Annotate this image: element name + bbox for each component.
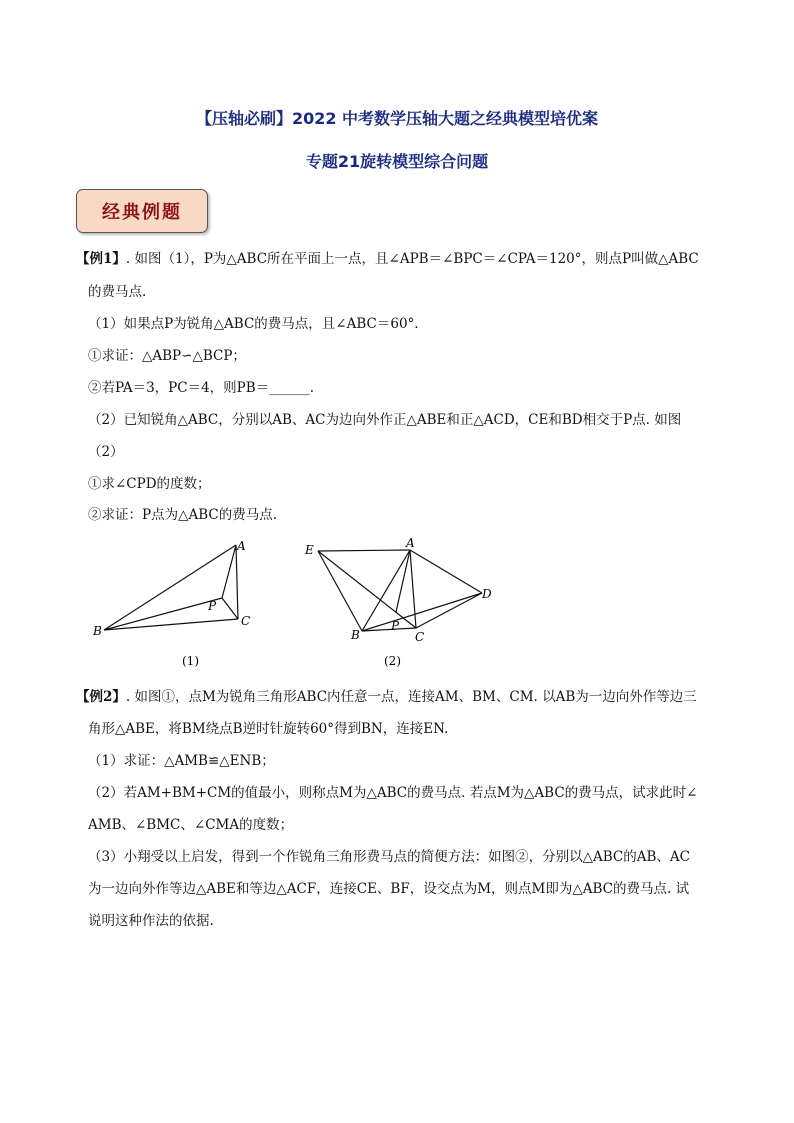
fig2-label-A: A (406, 536, 415, 550)
document-title: 【压轴必刷】2022 中考数学压轴大题之经典模型培优案 (195, 109, 599, 128)
fig1-caption: (1) (182, 654, 199, 668)
example1-line-3: （1）如果点P为锐角△ABC的费马点，且∠ABC＝60°. (88, 316, 419, 332)
fig2-edge-AC (410, 550, 416, 628)
section-badge: 经典例题 (76, 189, 208, 233)
example2-text-1: . 如图①，点M为锐角三角形ABC内任意一点，连接AM、BM、CM. 以AB为一边向外作等边三 (125, 689, 697, 705)
fig1-label-P: P (208, 599, 217, 613)
example1-line-9: ②求证：P点为△ABC的费马点. (88, 507, 278, 523)
fig2-edge-EA (318, 550, 410, 551)
fig1-label-B: B (93, 624, 102, 638)
example1-line-8: ①求∠CPD的度数； (88, 476, 211, 492)
example2-line-8: 说明这种作法的依据. (88, 913, 214, 929)
example2-line-2: 角形△ABE，将BM绕点B逆时针旋转60°得到BN，连接EN. (88, 721, 449, 737)
fig2-label-D: D (482, 587, 492, 601)
example2-line-3: （1）求证：△AMB≌△ENB； (88, 753, 275, 769)
fig2-label-E: E (305, 543, 314, 557)
example1-line-4: ①求证：△ABP∽△BCP； (88, 348, 246, 364)
fig2-edge-PA (396, 550, 410, 612)
example2-line-7: 为一边向外作等边△ABE和等边△ACF，连接CE、BF，设交点为M，则点M即为△ABC的费马点. 试 (88, 881, 690, 897)
fig1-label-C: C (241, 614, 251, 628)
example2-label: 【例2】 (76, 689, 126, 705)
fig2-caption: (2) (384, 654, 401, 668)
fig2-label-B: B (351, 628, 360, 642)
fig2-edge-EB (318, 551, 362, 631)
example1-line-6: （2）已知锐角△ABC，分别以AB、AC为边向外作正△ABE和正△ACD，CE和BD相交于P点. 如图 (88, 412, 682, 428)
fig1-edge-AB (104, 545, 236, 630)
document-subtitle: 专题21旋转模型综合问题 (305, 152, 489, 171)
fig1-edge-PC (222, 598, 238, 619)
figure-2 (298, 535, 498, 675)
fig2-label-P: P (391, 619, 400, 633)
example1-line-2: 的费马点. (88, 284, 147, 300)
example2-line-4: （2）若AM+BM+CM的值最小，则称点M为△ABC的费马点. 若点M为△ABC的费马点，试求此时∠ (88, 785, 698, 801)
example1-line-1 (76, 250, 699, 268)
example1-text-1: . 如图（1），P为△ABC所在平面上一点，且∠APB＝∠BPC＝∠CPA＝120°，则点P叫做△ABC (125, 251, 699, 267)
example2-line-1 (76, 688, 697, 706)
example1-line-5: ②若PA＝3，PC＝4，则PB＝______. (88, 380, 314, 396)
example1-label: 【例1】 (76, 251, 126, 267)
fig1-edge-AC (236, 545, 238, 619)
fig2-edge-AD (410, 550, 482, 593)
example2-line-5: AMB、∠BMC、∠CMA的度数； (88, 817, 294, 833)
fig2-label-C: C (415, 630, 425, 644)
example1-line-7: （2） (88, 444, 124, 460)
example2-line-6: （3）小翔受以上启发，得到一个作锐角三角形费马点的简便方法：如图②，分别以△ABC的AB、AC (88, 849, 690, 865)
figure-1 (86, 535, 266, 675)
fig1-label-A: A (237, 539, 246, 553)
